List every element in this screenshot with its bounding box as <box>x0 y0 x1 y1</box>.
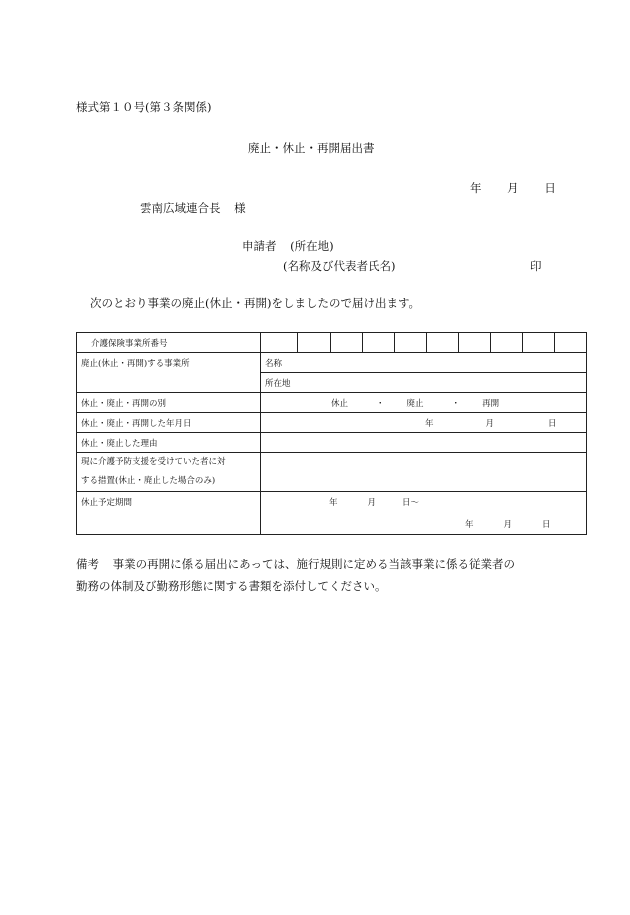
type-option-suspend[interactable]: 休止 <box>331 398 349 409</box>
office-address-field[interactable] <box>261 373 587 393</box>
applicant-address: (所在地) <box>290 239 334 253</box>
measures-row <box>77 453 587 492</box>
office-number-digit-1[interactable] <box>261 333 298 353</box>
date-year: 年 <box>470 181 482 195</box>
notification-table <box>76 332 587 535</box>
office-name-row <box>77 353 587 373</box>
type-field[interactable] <box>261 393 587 413</box>
intro-text: 次のとおり事業の廃止(休止・再開)をしましたので届け出ます。 <box>90 296 421 310</box>
period-row <box>77 492 587 535</box>
office-number-digit-8[interactable] <box>491 333 523 353</box>
date-month: 月 <box>507 181 519 195</box>
period-from-year: 年 <box>329 498 338 508</box>
office-address-label: 所在地 <box>265 378 291 389</box>
office-number-digit-5[interactable] <box>395 333 427 353</box>
submission-date <box>470 180 556 196</box>
type-row <box>77 393 587 413</box>
office-number-digit-3[interactable] <box>331 333 363 353</box>
applicant-name: (名称及び代表者氏名) <box>283 259 396 273</box>
office-number-digit-10[interactable] <box>555 333 587 353</box>
date-day-label: 日 <box>548 418 557 429</box>
reason-row <box>77 433 587 453</box>
office-number-digit-2[interactable] <box>298 333 331 353</box>
office-name-label: 名称 <box>265 358 283 369</box>
office-number-digit-6[interactable] <box>427 333 459 353</box>
office-number-row <box>77 333 587 353</box>
office-number-digit-9[interactable] <box>523 333 555 353</box>
seal-mark: 印 <box>530 259 542 273</box>
remarks-line-1: 事業の再開に係る届出にあっては、施行規則に定める当該事業に係る従業者の <box>112 557 516 571</box>
period-to-month: 月 <box>503 520 513 530</box>
measures-label <box>77 453 261 492</box>
date-month-label: 月 <box>485 418 495 429</box>
measures-label-line-1: 現に介護予防支援を受けていた者に対 <box>81 457 226 467</box>
period-to-year: 年 <box>465 520 474 530</box>
addressee <box>140 200 246 216</box>
applicant-label: 申請者 <box>242 239 277 253</box>
office-name-field[interactable] <box>261 353 587 373</box>
period-from-day: 日～ <box>402 498 420 508</box>
applicant-address-line <box>242 238 334 254</box>
period-from-month: 月 <box>367 498 377 508</box>
measures-field[interactable] <box>261 453 587 492</box>
date-year-label: 年 <box>425 418 434 429</box>
office-number-label: 介護保険事業所番号 <box>77 333 261 353</box>
date-day: 日 <box>544 181 556 195</box>
reason-field[interactable] <box>261 433 587 453</box>
type-label: 休止・廃止・再開の別 <box>77 393 261 413</box>
measures-label-line-2: する措置(休止・廃止した場合のみ) <box>81 476 216 486</box>
type-separator: ・ <box>451 398 461 409</box>
addressee-name: 雲南広域連合長 <box>140 201 221 215</box>
period-field[interactable] <box>261 492 587 535</box>
date-field[interactable] <box>261 413 587 433</box>
form-number: 様式第１０号(第３条関係) <box>76 100 212 114</box>
date-label: 休止・廃止・再開した年月日 <box>77 413 261 433</box>
remarks <box>76 556 515 572</box>
remarks-line-2: 勤務の体制及び勤務形態に関する書類を添付してください。 <box>76 579 387 593</box>
period-label: 休止予定期間 <box>77 492 261 535</box>
reason-label: 休止・廃止した理由 <box>77 433 261 453</box>
type-option-abolish[interactable]: 廃止 <box>406 398 424 409</box>
period-to-day: 日 <box>542 520 551 530</box>
office-number-digit-7[interactable] <box>459 333 491 353</box>
type-separator: ・ <box>376 398 385 409</box>
date-row <box>77 413 587 433</box>
remarks-label: 備考 <box>76 557 99 571</box>
form-title: 廃止・休止・再開届出書 <box>248 141 375 155</box>
office-number-digit-4[interactable] <box>363 333 395 353</box>
office-label: 廃止(休止・再開)する事業所 <box>77 353 261 393</box>
addressee-honorific: 様 <box>234 201 246 215</box>
type-option-resume[interactable]: 再開 <box>482 398 500 409</box>
